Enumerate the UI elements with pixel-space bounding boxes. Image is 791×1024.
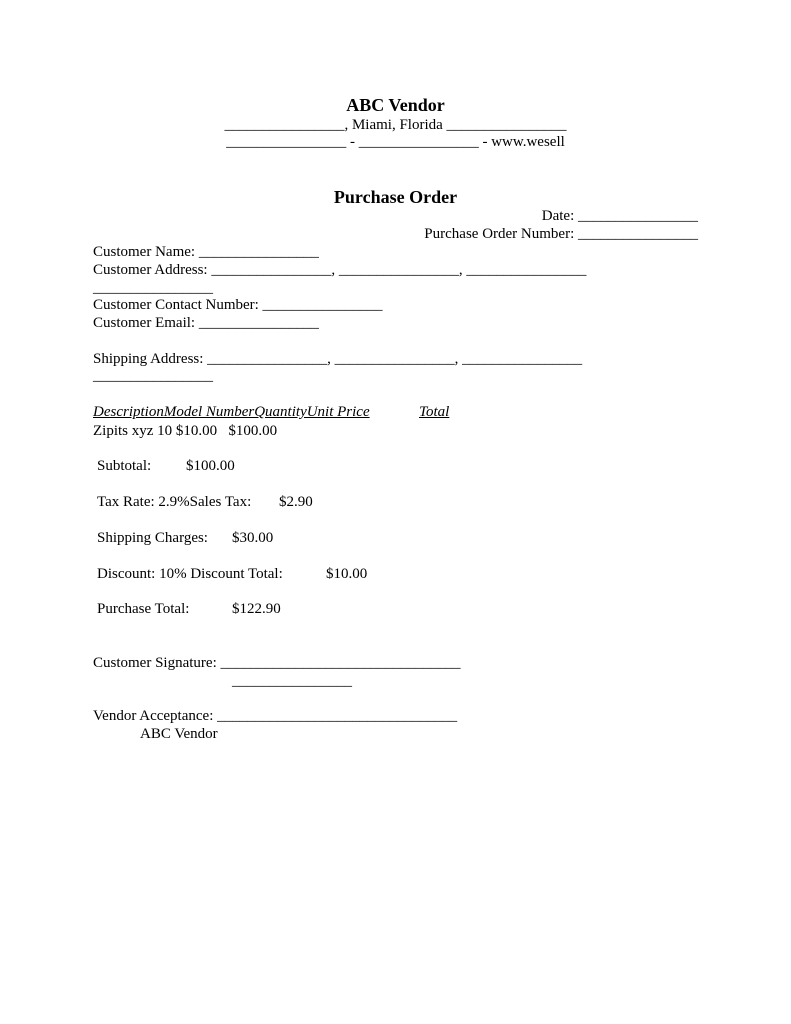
table-row: Zipits xyz 10 $10.00 $100.00 [93, 423, 278, 439]
vendor-acceptance-field: Vendor Acceptance: ________________________________ [93, 708, 458, 724]
customer-address-continuation: ________________ [93, 280, 213, 296]
vendor-address-line: ________________, Miami, Florida ________________ [224, 117, 567, 133]
shipping-charges-value: $30.00 [232, 530, 274, 546]
customer-name-field: Customer Name: ________________ [93, 244, 319, 260]
customer-signature-subline: ________________ [232, 673, 352, 689]
vendor-contact-line: ________________ - ________________ - www.wesell [226, 134, 565, 150]
discount-label: Discount: 10% Discount Total: [97, 566, 283, 582]
table-header: DescriptionModel NumberQuantityUnit Price [93, 404, 370, 420]
purchase-total-value: $122.90 [232, 601, 281, 617]
tax-value: $2.90 [279, 494, 313, 510]
discount-value: $10.00 [326, 566, 368, 582]
shipping-address-field: Shipping Address: ________________, ________________, ________________ [93, 351, 583, 367]
customer-signature-field: Customer Signature: ________________________________ [93, 655, 461, 671]
customer-address-field: Customer Address: ________________, ________________, ________________ [93, 262, 587, 278]
subtotal-value: $100.00 [186, 458, 235, 474]
customer-contact-field: Customer Contact Number: ________________ [93, 297, 383, 313]
table-header-total: Total [419, 404, 450, 420]
purchase-order-title: Purchase Order [333, 187, 458, 207]
shipping-address-continuation: ________________ [93, 368, 213, 384]
customer-email-field: Customer Email: ________________ [93, 315, 319, 331]
tax-label: Tax Rate: 2.9%Sales Tax: [97, 494, 252, 510]
purchase-total-label: Purchase Total: [97, 601, 190, 617]
vendor-acceptance-name: ABC Vendor [140, 726, 218, 742]
po-number-field: Purchase Order Number: ________________ [424, 226, 698, 242]
subtotal-label: Subtotal: [97, 458, 152, 474]
date-field: Date: ________________ [541, 208, 698, 224]
vendor-name: ABC Vendor [346, 95, 445, 115]
shipping-charges-label: Shipping Charges: [97, 530, 208, 546]
